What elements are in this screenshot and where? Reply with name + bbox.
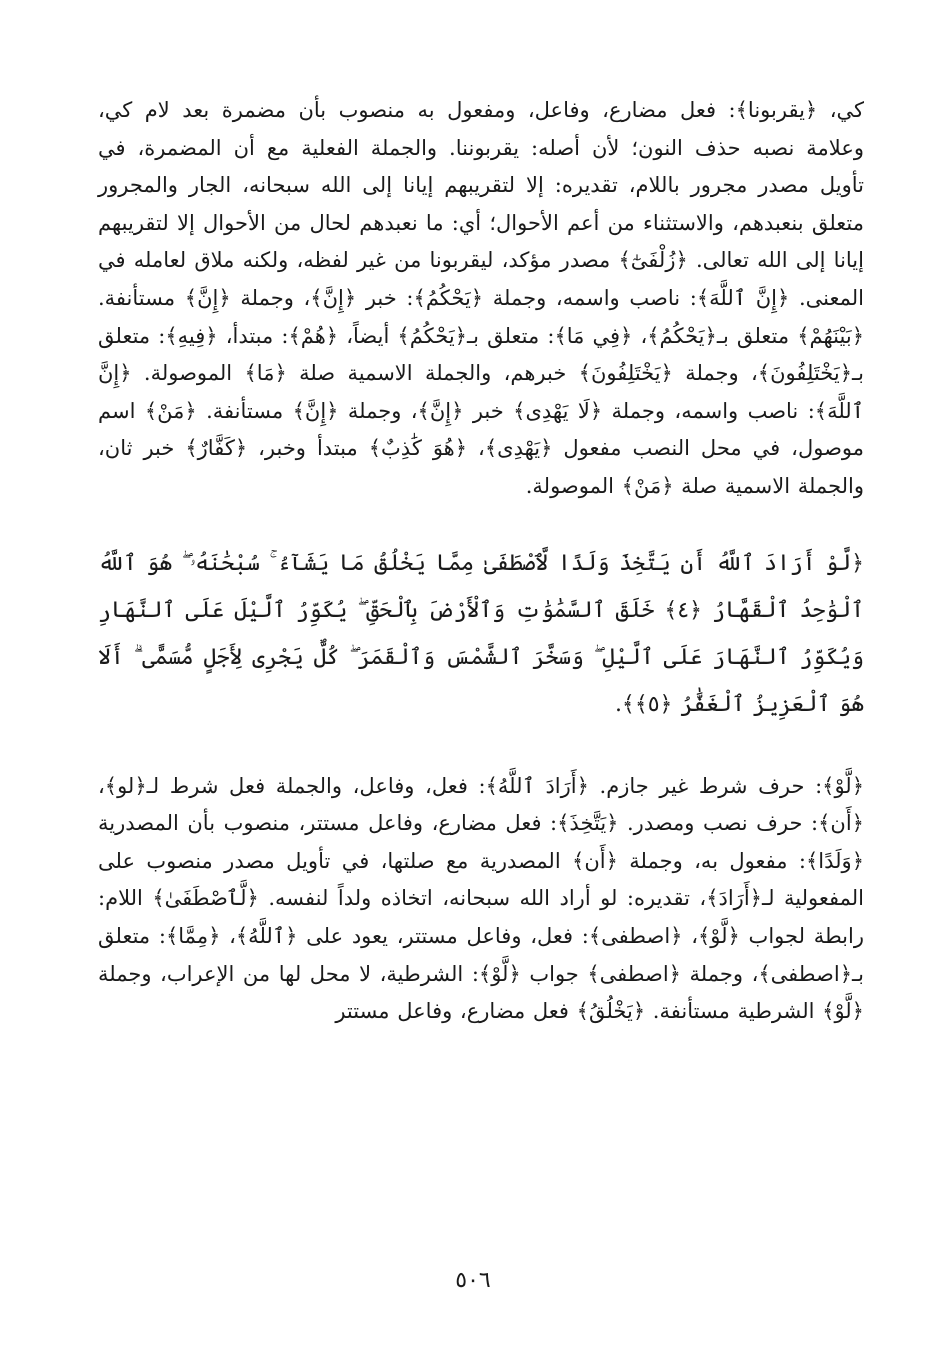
- commentary-paragraph-1: كي، ﴿يقربونا﴾: فعل مضارع، وفاعل، ومفعول به منصوب بأن مضمرة بعد لام كي، وعلامة نصبه حذف النون؛ لأن أصله: يقربوننا. والجملة الفعلية مع أن المضمرة، في تأويل مصدر مجرور باللام، تقديره: إلا لتقريبهم إيانا إلى الله سبحانه، الجار والمجرور متعلق بنعبدهم، والاستثناء من أعم الأحوال؛ أي: ما نعبدهم لحال من الأحوال إلا لتقريبهم إيانا إلى الله تعالى. ﴿زُلْفَىٰٓ﴾ مصدر مؤكد، ليقربونا من غير لفظه، ولكنه ملاق لعامله في المعنى. ﴿إِنَّ ٱللَّهَ﴾: ناصب واسمه، وجملة ﴿يَحْكُمُ﴾: خبر ﴿إِنَّ﴾، وجملة ﴿إِنَّ﴾ مستأنفة. ﴿بَيْنَهُمْ﴾ متعلق بـ﴿يَحْكُمُ﴾، ﴿فِي مَا﴾: متعلق بـ﴿يَحْكُمُ﴾ أيضاً، ﴿هُمْ﴾: مبتدأ، ﴿فِيهِ﴾: متعلق بـ﴿يَخْتَلِفُونَ﴾، وجملة ﴿يَخْتَلِفُونَ﴾ خبرهم، والجملة الاسمية صلة ﴿مَا﴾ الموصولة. ﴿إِنَّ ٱللَّهَ﴾: ناصب واسمه، وجملة ﴿لَا يَهْدِى﴾ خبر ﴿إِنَّ﴾، وجملة ﴿إِنَّ﴾ مستأنفة. ﴿مَنْ﴾ اسم موصول، في محل النصب مفعول ﴿يَهْدِى﴾، ﴿هُوَ كَٰذِبٌ﴾ مبتدأ وخبر، ﴿كَفَّارٌ﴾ خبر ثان، والجملة الاسمية صلة ﴿مَنْ﴾ الموصولة.: [98, 98, 865, 498]
- commentary-paragraph-2: ﴿لَّوْ﴾: حرف شرط غير جازم. ﴿أَرَادَ ٱللَّهُ﴾: فعل، وفاعل، والجملة فعل شرط لـ﴿لو﴾، ﴿أَن﴾: حرف نصب ومصدر. ﴿يَتَّخِذَ﴾: فعل مضارع، وفاعل مستتر، منصوب بأن المصدرية ﴿وَلَدًا﴾: مفعول به، وجملة ﴿أَن﴾ المصدرية مع صلتها، في تأويل مصدر منصوب على المفعولية لـ﴿أَرَادَ﴾، تقديره: لو أراد الله سبحانه، اتخاذه ولداً لنفسه. ﴿لَّٱصْطَفَىٰ﴾ اللام: رابطة لجواب ﴿لَّوْ﴾، ﴿اصطفى﴾: فعل، وفاعل مستتر، يعود على ﴿ٱللَّهُ﴾، ﴿مِمَّا﴾: متعلق بـ﴿اصطفى﴾، وجملة ﴿اصطفى﴾ جواب ﴿لَّوْ﴾: الشرطية، لا محل لها من الإعراب، وجملة ﴿لَّوْ﴾ الشرطية مستأنفة. ﴿يَخْلُقُ﴾ فعل مضارع، وفاعل مستتر: [98, 773, 864, 1024]
- quran-verse-block: ﴿لَّوْ أَرَادَ ٱللَّهُ أَن يَتَّخِذَ وَلَدًا لَّٱصْطَفَىٰ مِمَّا يَخْلُقُ مَا يَشَآءُ ۚ سُبْحَٰنَهُۥ ۖ هُوَ ٱللَّهُ ٱلْوَٰحِدُ ٱلْقَهَّارُ ﴿٤﴾ خَلَقَ ٱلسَّمَٰوَٰتِ وَٱلْأَرْضَ بِٱلْحَقِّ ۖ يُكَوِّرُ ٱلَّيْلَ عَلَى ٱلنَّهَارِ وَيُكَوِّرُ ٱلنَّهَارَ عَلَى ٱلَّيْلِ ۖ وَسَخَّرَ ٱلشَّمْسَ وَٱلْقَمَرَ ۖ كُلٌّ يَجْرِى لِأَجَلٍ مُّسَمًّى ۗ أَلَا هُوَ ٱلْعَزِيزُ ٱلْغَفَّٰرُ ﴿٥﴾﴾.: [98, 550, 864, 717]
- page-number: ٥٠٦: [455, 1268, 491, 1293]
